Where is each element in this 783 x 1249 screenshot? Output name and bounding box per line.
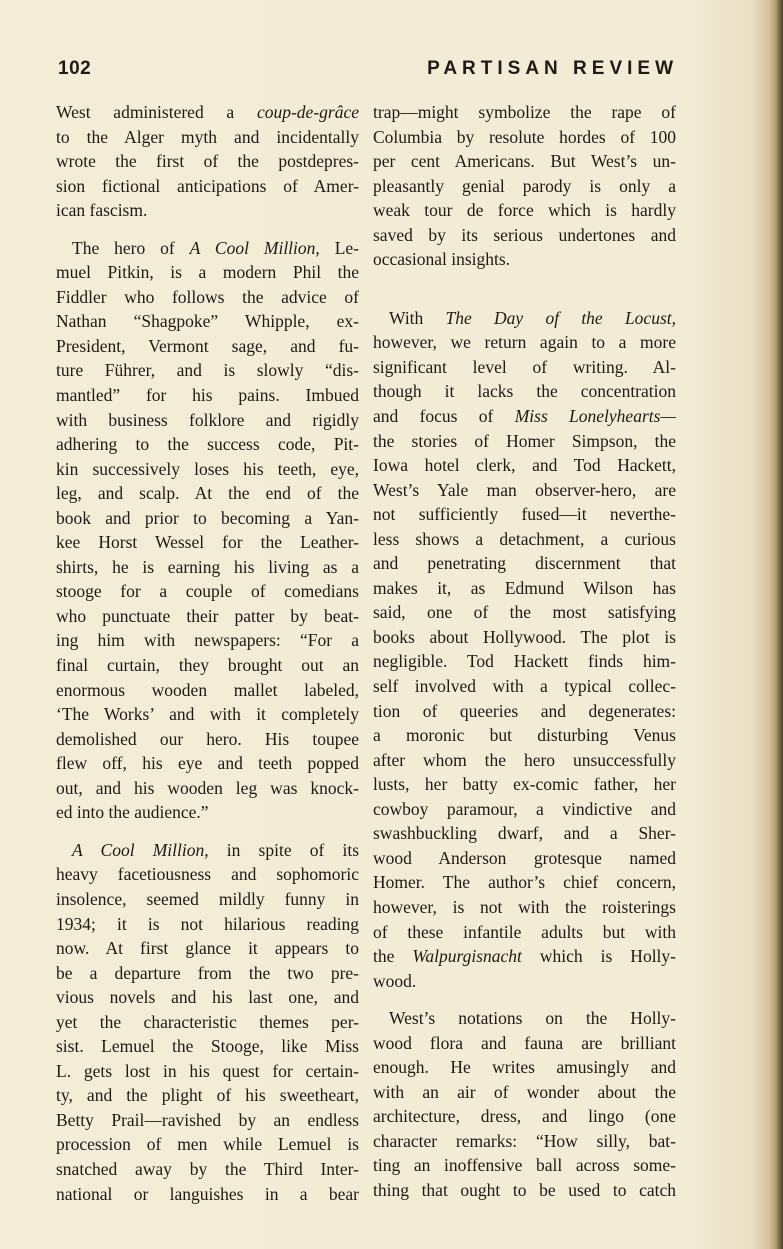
text-line [56,862,359,887]
paragraph-gap [373,993,676,1006]
text-line [56,1083,359,1108]
text-line [56,702,359,727]
text-line [373,478,676,503]
text-line [56,506,359,531]
paragraph-gap [56,223,359,236]
text-line [56,125,359,150]
text-segment: in spite of its [208,839,360,860]
text-line [56,1034,359,1059]
text-segment: sion fictional anticipations of Amer- [56,175,359,196]
text-segment: not sufficiently fused—it neverthe- [373,504,676,525]
text-segment: The hero of [72,237,190,258]
text-segment: L. gets lost in his quest for certain- [56,1060,359,1081]
text-segment: out, and his wooden leg was knock- [56,777,359,798]
running-head: PARTISAN REVIEW [427,58,678,79]
text-segment: swashbuckling dwarf, and a Sher- [373,823,676,844]
text-segment: thing that ought to be used to catch [373,1179,676,1200]
text-segment: though it lacks the concentration [373,381,676,402]
text-segment: negligible. Tod Hackett finds him- [373,651,676,672]
text-line [56,530,359,555]
text-segment: sist. Lemuel the Stooge, like Miss [56,1036,359,1057]
text-segment: ty, and the plight of his sweetheart, [56,1085,359,1106]
text-segment: enough. He writes amusingly and [373,1057,676,1078]
text-line [373,1153,676,1178]
text-line [373,674,676,699]
text-line [373,453,676,478]
right-text-column [373,100,676,1203]
text-line [373,1178,676,1203]
text-line [373,174,676,199]
page-number: 102 [58,58,92,79]
text-segment: be a departure from the two pre- [56,962,359,983]
text-line [56,1132,359,1157]
text-segment: ting an inoffensive ball across some- [373,1155,676,1176]
text-line [56,334,359,359]
text-line [373,404,676,429]
text-segment: vious novels and his last one, and [56,987,359,1008]
text-segment: makes it, as Edmund Wilson has [373,577,676,598]
text-segment: less shows a detachment, a curious [373,528,676,549]
text-line [56,776,359,801]
text-segment: stooge for a couple of comedians [56,581,359,602]
text-segment: per cent Americans. But West’s un- [373,151,676,172]
text-segment: wood. [373,970,417,991]
text-line [373,699,676,724]
text-line [56,887,359,912]
text-line [56,408,359,433]
text-segment: weak tour de force which is hardly [373,200,676,221]
text-line [56,628,359,653]
text-line [56,174,359,199]
text-segment: said, one of the most satisfying [373,602,676,623]
left-text-column [56,100,359,1206]
text-segment: saved by its serious undertones and [373,224,676,245]
text-line [373,429,676,454]
text-segment: with an air of wonder about the [373,1081,676,1102]
text-segment: adhering to the success code, Pit- [56,434,359,455]
text-line [373,247,676,272]
text-line [373,846,676,871]
text-line [56,198,359,223]
text-segment: cowboy paramour, a vindictive and [373,798,676,819]
text-segment: and focus of [373,406,515,427]
text-line [56,985,359,1010]
italic-text-segment: coup-de-grâce [256,102,359,122]
text-line [56,1108,359,1133]
text-line [373,1129,676,1154]
text-line [56,751,359,776]
text-segment: Iowa hotel clerk, and Tod Hackett, [373,455,676,476]
text-segment: tion of queeries and degenerates: [373,700,676,721]
text-segment: flew off, his eye and teeth popped [56,753,359,774]
text-line [373,772,676,797]
text-segment: insolence, seemed mildly funny in [56,888,359,909]
text-segment: ‘The Works’ and with it completely [56,704,359,725]
text-line [373,969,676,994]
text-line [373,330,676,355]
text-line [56,457,359,482]
text-segment: character remarks: “How silly, bat- [373,1130,676,1151]
text-segment: enormous wooden mallet labeled, [56,679,359,700]
italic-text-segment: A Cool Million, [72,839,209,860]
text-line [56,383,359,408]
text-line [373,223,676,248]
text-line [56,678,359,703]
text-segment: however, we return again to a more [373,332,676,353]
text-segment: with business folklore and rigidly [56,409,359,430]
italic-text-segment: Walpurgisnacht [412,946,522,967]
text-line [56,1059,359,1084]
text-segment: a moronic but disturbing Venus [373,725,676,746]
text-line [373,149,676,174]
text-line [56,1010,359,1035]
text-line [373,600,676,625]
page-gutter-shadow [769,0,783,1249]
text-segment: West’s notations on the Holly- [389,1008,676,1029]
text-segment: demolished our hero. His toupee [56,728,359,749]
text-line [56,481,359,506]
text-segment: wrote the first of the postdepres- [56,151,359,172]
text-segment: heavy facetiousness and sophomoric [56,864,359,885]
text-line [373,1031,676,1056]
text-line [373,821,676,846]
text-line [56,579,359,604]
text-segment: trap—might symbolize the rape of [373,102,676,122]
text-segment: who punctuate their patter by beat- [56,605,359,626]
text-segment: 1934; it is not hilarious reading [56,913,359,934]
text-line [373,527,676,552]
text-line [373,551,676,576]
text-line [373,723,676,748]
text-line [373,895,676,920]
text-segment: mantled” for his pains. Imbued [56,385,359,406]
text-segment: kin successively loses his teeth, eye, [56,458,359,479]
text-segment: procession of men while Lemuel is [56,1134,359,1155]
text-line [56,653,359,678]
section-gap [373,272,676,306]
text-line [373,502,676,527]
text-segment: Fiddler who follows the advice of [56,286,359,307]
text-line [373,306,676,331]
text-line [373,649,676,674]
text-line [373,1080,676,1105]
text-line [56,100,359,125]
italic-text-segment: Miss Lonelyhearts— [514,406,676,427]
text-line [373,870,676,895]
text-segment: books about Hollywood. The plot is [373,626,676,647]
text-segment: pleasantly genial parody is only a [373,175,676,196]
text-line [56,604,359,629]
text-segment: after whom the hero unsuccessfully [373,749,676,770]
text-segment: which is Holly- [521,946,676,967]
text-segment: kee Horst Wessel for the Leather- [56,532,359,553]
text-line [373,748,676,773]
text-line [56,149,359,174]
text-segment: ed into the audience.” [56,802,209,823]
text-segment: Betty Prail—ravished by an endless [56,1109,359,1130]
page-header [58,58,678,88]
text-segment: to the Alger myth and incidentally [56,126,359,147]
italic-text-segment: The Day of the Locust, [445,307,676,328]
text-line [56,912,359,937]
text-line [56,838,359,863]
text-segment: lusts, her batty ex-comic father, her [373,774,676,795]
text-segment: occasional insights. [373,249,511,270]
text-segment: ing him with newspapers: “For a [56,630,359,651]
text-line [56,358,359,383]
text-segment: the [373,946,413,967]
text-line [373,1055,676,1080]
text-line [56,961,359,986]
paragraph-gap [56,825,359,838]
text-line [56,432,359,457]
text-segment: self involved with a typical collec- [373,676,676,697]
text-line [373,797,676,822]
text-segment: shirts, he is earning his living as a [56,556,359,577]
text-segment: wood Anderson grotesque named [373,847,676,868]
text-line [56,1157,359,1182]
text-line [56,309,359,334]
text-segment: Le- [319,237,359,258]
text-segment: West administered a [56,102,257,122]
text-segment: Nathan “Shagpoke” Whipple, ex- [56,311,359,332]
text-line [56,800,359,825]
text-segment: however, is not with the roisterings [373,896,676,917]
text-line [56,936,359,961]
text-line [373,198,676,223]
text-line [373,355,676,380]
text-segment: Columbia by resolute hordes of 100 [373,126,676,147]
text-segment: significant level of writing. Al- [373,356,676,377]
text-segment: Homer. The author’s chief concern, [373,872,676,893]
text-segment: the stories of Homer Simpson, the [373,430,676,451]
text-line [373,625,676,650]
text-segment: With [389,307,446,328]
text-line [56,1182,359,1207]
italic-text-segment: A Cool Million, [189,237,320,258]
text-line [373,1104,676,1129]
text-segment: muel Pitkin, is a modern Phil the [56,262,359,283]
text-segment: now. At first glance it appears to [56,938,359,959]
text-segment: leg, and scalp. At the end of the [56,483,359,504]
text-segment: snatched away by the Third Inter- [56,1158,359,1179]
text-line [373,920,676,945]
text-line [373,125,676,150]
text-segment: yet the characteristic themes per- [56,1011,359,1032]
text-line [373,379,676,404]
text-segment: book and prior to becoming a Yan- [56,507,359,528]
text-line [373,944,676,969]
text-segment: national or languishes in a bear [56,1183,359,1204]
text-line [56,260,359,285]
text-line [56,285,359,310]
text-segment: West’s Yale man observer-hero, are [373,479,676,500]
text-line [373,100,676,125]
text-segment: final curtain, they brought out an [56,655,359,676]
text-line [373,1006,676,1031]
text-segment: ican fascism. [56,200,148,221]
text-segment: architecture, dress, and lingo (one [373,1106,676,1127]
text-segment: wood flora and fauna are brilliant [373,1032,676,1053]
text-line [56,236,359,261]
text-segment: of these infantile adults but with [373,921,676,942]
text-line [373,576,676,601]
text-line [56,555,359,580]
text-segment: ture Führer, and is slowly “dis- [56,360,359,381]
text-segment: President, Vermont sage, and fu- [56,335,359,356]
text-segment: and penetrating discernment that [373,553,676,574]
text-line [56,727,359,752]
